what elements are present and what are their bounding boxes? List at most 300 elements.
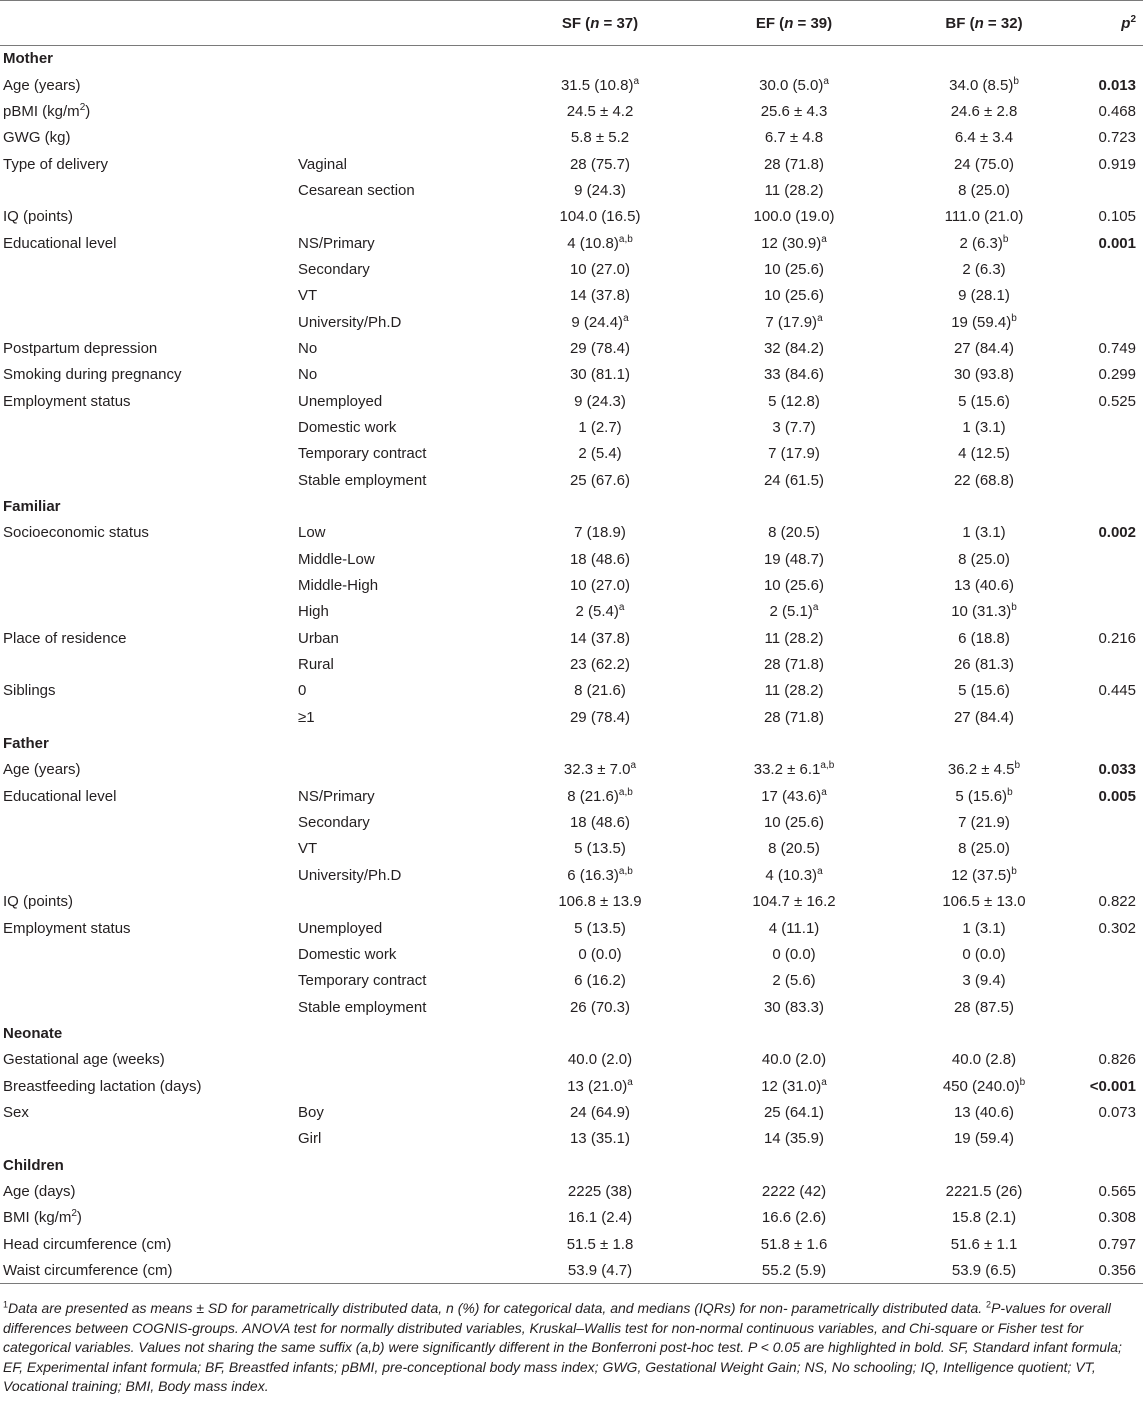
value-ef: 32 (84.2)	[763, 339, 825, 357]
value-sf: 26 (70.3)	[569, 998, 631, 1016]
category-level: VT	[298, 287, 318, 305]
table-row	[0, 309, 1143, 335]
category-level: Domestic work	[298, 945, 397, 963]
category-level: University/Ph.D	[298, 866, 402, 884]
p-value: 0.002	[1098, 524, 1136, 542]
value-bf: 0 (0.0)	[962, 945, 1006, 963]
table-row	[0, 98, 1143, 124]
category-level: Unemployed	[298, 919, 383, 937]
value-sf: 53.9 (4.7)	[501, 1257, 699, 1283]
category-level	[293, 98, 501, 124]
variable-label: IQ (points)	[3, 893, 74, 911]
p-value	[1079, 467, 1143, 493]
value-ef: 11 (28.2)	[764, 181, 824, 199]
category-level: Secondary	[298, 260, 370, 278]
variable-label	[0, 414, 293, 440]
table-footnote: $^1$Data are presented as means ± SD for parametrically distributed data, n (%) for categorical data, and medians (IQRs) for non- parametrically distributed data. $^2$P-values for overall differences between COGNIS-groups. ANOVA test for normally distributed variables, Kruskal–Wallis test for non-normal continuous variables, and Chi-square or Fisher test for categorical variables. Values not sharing the same suffix (a,b) were significantly different in the Bonferroni post-hoc test. P < 0.05 are highlighted in bold. SF, Standard infant formula; EF, Experimental infant formula; BF, Breastfed infants; pBMI, pre-conceptional body mass index; GWG, Gestational Weight Gain; NS, No schooling; IQ, Intelligence quotient; VT, Vocational training; BMI, Body mass index.	[3, 1299, 1122, 1394]
category-level	[293, 1047, 501, 1073]
table-row	[0, 151, 1143, 177]
variable-label: Age (years)	[3, 76, 81, 94]
value-sf: 10 (27.0)	[569, 577, 631, 595]
variable-label	[0, 704, 293, 730]
p-value	[1079, 414, 1143, 440]
value-sf: 24 (64.9)	[569, 1103, 631, 1121]
value-sf: 14 (37.8)	[569, 287, 631, 305]
value-ef: 10 (25.6)	[763, 260, 825, 278]
category-level: ≥1	[298, 708, 315, 726]
section-heading: Familiar	[3, 498, 61, 516]
p-value: 0.468	[1098, 102, 1136, 120]
value-sf: 29 (78.4)	[569, 339, 631, 357]
value-sf: 4 $(10.8)^{a,b}$	[567, 233, 633, 252]
value-sf: 13 $(21.0)^a$	[567, 1076, 633, 1095]
value-bf: 13 (40.6)	[953, 577, 1015, 595]
table-row	[0, 1257, 1143, 1283]
value-bf: 27 (84.4)	[953, 339, 1015, 357]
variable-label: IQ (points)	[3, 208, 74, 226]
p-value	[1079, 862, 1143, 888]
table-row	[0, 414, 1143, 440]
table-row	[0, 889, 1143, 915]
variable-label: Age (days)	[3, 1182, 76, 1200]
value-ef: 19 (48.7)	[763, 550, 825, 568]
table-row	[0, 125, 1143, 151]
variable-label: Waist circumference (cm)	[0, 1257, 293, 1283]
header-ef: EF (n = 39)	[699, 1, 889, 46]
category-level: University/Ph.D	[298, 313, 402, 331]
value-sf: 31.5 $(10.8)^a$	[560, 75, 640, 94]
p-value: 0.723	[1098, 129, 1136, 147]
p-value	[1079, 546, 1143, 572]
category-level: Stable employment	[298, 471, 427, 489]
value-ef: 25 (64.1)	[763, 1103, 825, 1121]
value-sf: 2 (5.4)	[578, 445, 622, 463]
table-row	[0, 441, 1143, 467]
value-ef: 10 (25.6)	[763, 287, 825, 305]
table-row	[0, 915, 1143, 941]
value-bf: 6 (18.8)	[958, 629, 1010, 647]
category-level: Rural	[298, 656, 334, 674]
p-value: 0.308	[1098, 1209, 1136, 1227]
value-sf: 29 (78.4)	[569, 708, 631, 726]
table-row	[0, 1099, 1143, 1125]
section-heading: Neonate	[3, 1024, 63, 1042]
table-row	[0, 572, 1143, 598]
variable-label: Postpartum depression	[3, 339, 158, 357]
variable-label: Age (years)	[3, 761, 81, 779]
category-level: Temporary contract	[298, 972, 427, 990]
value-ef: 40.0 (2.0)	[761, 1051, 827, 1069]
value-bf: 2 $(6.3)^b$	[959, 233, 1009, 252]
category-level	[293, 204, 501, 230]
value-bf: 28 (87.5)	[953, 998, 1015, 1016]
variable-label	[0, 441, 293, 467]
header-p-value: $p^2$	[1079, 1, 1143, 46]
value-ef: 30.0 $(5.0)^a$	[759, 75, 829, 94]
value-bf: 1 (3.1)	[962, 919, 1006, 937]
value-bf: 7 (21.9)	[958, 814, 1010, 832]
table-row	[0, 256, 1143, 282]
value-ef: 4 $(10.3)^a$	[765, 865, 823, 884]
table-row	[0, 230, 1143, 256]
category-level: Middle-High	[298, 577, 379, 595]
category-level: NS/Primary	[298, 234, 375, 252]
header-row	[0, 1, 1143, 46]
section-row	[0, 730, 1143, 756]
p-value: 0.302	[1098, 919, 1136, 937]
value-bf: 13 (40.6)	[953, 1103, 1015, 1121]
table-row	[0, 862, 1143, 888]
p-value: 0.001	[1098, 234, 1136, 252]
header-sf: SF (n = 37)	[501, 1, 699, 46]
category-level: Unemployed	[298, 392, 383, 410]
value-bf: 19 $(59.4)^b$	[951, 312, 1017, 331]
value-sf: 14 (37.8)	[569, 629, 631, 647]
table-row	[0, 651, 1143, 677]
table-row	[0, 1126, 1143, 1152]
value-sf: 6 $(16.3)^{a,b}$	[567, 865, 633, 884]
value-sf: 24.5 ± 4.2	[566, 102, 634, 120]
variable-label: Siblings	[3, 682, 56, 700]
value-bf: 8 (25.0)	[958, 550, 1010, 568]
value-bf: 36.2 ± 4.5$^b$	[947, 760, 1021, 779]
variable-label	[0, 572, 293, 598]
category-level	[293, 72, 501, 98]
table-row	[0, 783, 1143, 809]
table-header	[0, 1, 1143, 46]
table-row	[0, 546, 1143, 572]
variable-label: Smoking during pregnancy	[3, 366, 182, 384]
category-level: 0	[298, 682, 307, 700]
p-value: 0.356	[1079, 1257, 1143, 1283]
category-level	[293, 1178, 501, 1204]
category-level	[293, 1073, 501, 1099]
variable-label	[0, 836, 293, 862]
value-sf: 32.3 ± 7.0$^a$	[563, 760, 637, 779]
p-value: 0.005	[1098, 787, 1136, 805]
value-sf: 9 (24.3)	[574, 181, 626, 199]
value-sf: 51.5 ± 1.8	[566, 1235, 634, 1253]
variable-label: Educational level	[3, 234, 117, 252]
table-row	[0, 625, 1143, 651]
header-bf: BF (n = 32)	[889, 1, 1079, 46]
value-bf: 4 (12.5)	[958, 445, 1010, 463]
value-bf: 10 $(31.3)^b$	[951, 602, 1017, 621]
value-sf: 9 $(24.4)^a$	[571, 312, 629, 331]
p-value	[1079, 309, 1143, 335]
category-level: VT	[298, 840, 318, 858]
value-ef: 12 $(30.9)^a$	[761, 233, 827, 252]
variable-label: Type of delivery	[3, 155, 109, 173]
value-bf: 19 (59.4)	[953, 1130, 1015, 1148]
value-bf: 5 $(15.6)^b$	[955, 786, 1013, 805]
value-sf: 28 (75.7)	[569, 155, 631, 173]
p-value: 0.826	[1098, 1051, 1136, 1069]
value-ef: 11 (28.2)	[764, 629, 824, 647]
table-row	[0, 994, 1143, 1020]
value-bf: 106.5 ± 13.0	[942, 893, 1026, 911]
value-bf: 8 (25.0)	[958, 840, 1010, 858]
value-sf: 13 (35.1)	[569, 1130, 631, 1148]
value-bf: 53.9 (6.5)	[889, 1257, 1079, 1283]
value-ef: $33.2 \pm 6.1^{a,b}$	[753, 760, 835, 779]
value-ef: 3 (7.7)	[772, 418, 816, 436]
value-sf: 5.8 ± 5.2	[570, 129, 630, 147]
p-value: 0.749	[1098, 339, 1136, 357]
category-level: No	[298, 339, 318, 357]
category-level	[293, 1231, 501, 1257]
p-value	[1079, 256, 1143, 282]
category-level: NS/Primary	[298, 787, 375, 805]
category-level	[293, 889, 501, 915]
table-body	[0, 46, 1143, 1284]
table-row	[0, 204, 1143, 230]
value-sf: 0 (0.0)	[578, 945, 622, 963]
p-value	[1079, 177, 1143, 203]
p-value	[1079, 994, 1143, 1020]
variable-label	[0, 941, 293, 967]
value-bf: 8 (25.0)	[958, 181, 1010, 199]
value-sf: 2225 (38)	[567, 1182, 633, 1200]
value-ef: 6.7 ± 4.8	[764, 129, 824, 147]
value-ef: 55.2 (5.9)	[699, 1257, 889, 1283]
value-bf: 30 (93.8)	[953, 366, 1015, 384]
p-value: 0.216	[1098, 629, 1136, 647]
value-ef: 104.7 ± 16.2	[752, 893, 836, 911]
value-ef: 33 (84.6)	[763, 366, 825, 384]
p-value: 0.445	[1098, 682, 1136, 700]
category-level: Secondary	[298, 814, 370, 832]
table-row	[0, 1178, 1143, 1204]
value-ef: 14 (35.9)	[763, 1130, 825, 1148]
value-bf: 15.8 (2.1)	[951, 1209, 1017, 1227]
value-ef: 0 (0.0)	[772, 945, 816, 963]
p-value	[1079, 441, 1143, 467]
value-ef: 7 (17.9)	[768, 445, 820, 463]
p-value	[1079, 941, 1143, 967]
category-level: Middle-Low	[298, 550, 375, 568]
value-bf: 22 (68.8)	[953, 471, 1015, 489]
category-level: Girl	[298, 1130, 322, 1148]
category-level	[293, 125, 501, 151]
p-value	[1079, 283, 1143, 309]
variable-label	[0, 599, 293, 625]
variable-label	[0, 968, 293, 994]
p-value: 0.299	[1098, 366, 1136, 384]
value-bf: 9 (28.1)	[958, 287, 1010, 305]
value-ef: 28 (71.8)	[763, 656, 825, 674]
value-sf: 106.8 ± 13.9	[558, 893, 642, 911]
value-ef: 17 $(43.6)^a$	[761, 786, 827, 805]
category-level: Cesarean section	[298, 181, 415, 199]
value-ef: 2222 (42)	[761, 1182, 827, 1200]
variable-label: Breastfeeding lactation (days)	[3, 1077, 202, 1095]
value-bf: 450 $(240.0)^b$	[942, 1076, 1026, 1095]
p-value	[1079, 836, 1143, 862]
p-value: <0.001	[1089, 1077, 1136, 1095]
value-sf: 8 $(21.6)^{a,b}$	[567, 786, 633, 805]
variable-label	[0, 809, 293, 835]
value-sf: 104.0 (16.5)	[559, 208, 641, 226]
table-row	[0, 1073, 1143, 1099]
section-heading: Children	[3, 1156, 64, 1174]
variable-label: Employment status	[3, 392, 131, 410]
p-value	[1079, 809, 1143, 835]
variable-label	[0, 467, 293, 493]
p-value	[1079, 704, 1143, 730]
table-row	[0, 1047, 1143, 1073]
variable-label: Gestational age (weeks)	[3, 1051, 165, 1069]
category-level: Temporary contract	[298, 445, 427, 463]
table-row	[0, 836, 1143, 862]
table-row	[0, 520, 1143, 546]
value-ef: 28 (71.8)	[763, 708, 825, 726]
p-value: 0.105	[1098, 208, 1136, 226]
variable-label	[0, 283, 293, 309]
variable-label: Employment status	[3, 919, 131, 937]
value-sf: 18 (48.6)	[569, 814, 631, 832]
variable-label	[0, 546, 293, 572]
value-sf: 23 (62.2)	[569, 656, 631, 674]
section-row	[0, 493, 1143, 519]
category-level	[293, 1257, 501, 1283]
table-row	[0, 177, 1143, 203]
p-value: 0.919	[1098, 155, 1136, 173]
value-bf: 40.0 (2.8)	[951, 1051, 1017, 1069]
category-level: Low	[298, 524, 326, 542]
value-ef: 16.6 (2.6)	[761, 1209, 827, 1227]
table-row	[0, 757, 1143, 783]
p-value: 0.797	[1098, 1235, 1136, 1253]
p-value: 0.525	[1098, 392, 1136, 410]
value-bf: 5 (15.6)	[958, 392, 1010, 410]
section-row	[0, 1152, 1143, 1178]
variable-label: pBMI $(kg/m^2)$	[3, 101, 91, 120]
value-sf: 2 $(5.4)^a$	[575, 602, 625, 621]
category-level	[293, 757, 501, 783]
value-bf: 24.6 ± 2.8	[950, 102, 1018, 120]
value-bf: 12 $(37.5)^b$	[951, 865, 1017, 884]
value-ef: 51.8 ± 1.6	[760, 1235, 828, 1253]
section-heading: Father	[3, 735, 49, 753]
variable-label	[0, 256, 293, 282]
variable-label: BMI $(kg/m^2)$	[3, 1208, 82, 1227]
p-value	[1079, 1126, 1143, 1152]
value-sf: 5 (13.5)	[574, 840, 626, 858]
variable-label	[0, 994, 293, 1020]
p-value: 0.822	[1098, 893, 1136, 911]
value-sf: 5 (13.5)	[574, 919, 626, 937]
variable-label: GWG (kg)	[3, 129, 71, 147]
value-sf: 9 (24.3)	[574, 392, 626, 410]
value-sf: 40.0 (2.0)	[567, 1051, 633, 1069]
value-bf: 5 (15.6)	[958, 682, 1010, 700]
value-ef: 30 (83.3)	[763, 998, 825, 1016]
variable-label: Socioeconomic status	[3, 524, 149, 542]
value-sf: 6 (16.2)	[574, 972, 626, 990]
variable-label: Sex	[3, 1103, 29, 1121]
p-value	[1079, 572, 1143, 598]
category-level: Urban	[298, 629, 339, 647]
section-row	[0, 1020, 1143, 1046]
category-level: Boy	[298, 1103, 324, 1121]
table-row	[0, 335, 1143, 361]
variable-label: Head circumference (cm)	[3, 1235, 172, 1253]
value-bf: 27 (84.4)	[953, 708, 1015, 726]
p-value: 0.073	[1098, 1103, 1136, 1121]
p-value: 0.565	[1098, 1182, 1136, 1200]
p-value: 0.013	[1098, 76, 1136, 94]
value-sf: 1 (2.7)	[578, 418, 622, 436]
table-row	[0, 1231, 1143, 1257]
value-ef: 2 $(5.1)^a$	[769, 602, 819, 621]
value-ef: 12 $(31.0)^a$	[761, 1076, 827, 1095]
section-heading: Mother	[3, 50, 53, 68]
header-variable	[0, 1, 293, 46]
table-row	[0, 599, 1143, 625]
variable-label: Educational level	[3, 787, 117, 805]
section-row	[0, 46, 1143, 72]
value-ef: 8 (20.5)	[768, 524, 820, 542]
header-level	[293, 1, 501, 46]
value-ef: 4 (11.1)	[768, 919, 820, 937]
variable-label	[0, 309, 293, 335]
table-row	[0, 72, 1143, 98]
category-level: No	[298, 366, 318, 384]
value-bf: 111.0 (21.0)	[944, 208, 1024, 226]
value-bf: 26 (81.3)	[953, 656, 1015, 674]
table-row	[0, 1205, 1143, 1231]
value-bf: 1 (3.1)	[962, 524, 1006, 542]
variable-label: Place of residence	[3, 629, 127, 647]
category-level: Stable employment	[298, 998, 427, 1016]
category-level: High	[298, 603, 329, 621]
value-ef: 8 (20.5)	[768, 840, 820, 858]
value-bf: 1 (3.1)	[962, 418, 1006, 436]
variable-label	[0, 1126, 293, 1152]
table-row	[0, 283, 1143, 309]
value-ef: 100.0 (19.0)	[753, 208, 835, 226]
table-row	[0, 678, 1143, 704]
table-row	[0, 362, 1143, 388]
value-ef: 7 $(17.9)^a$	[765, 312, 823, 331]
value-bf: 24 (75.0)	[953, 155, 1015, 173]
table-row	[0, 809, 1143, 835]
value-ef: 5 (12.8)	[768, 392, 820, 410]
p-value	[1079, 599, 1143, 625]
value-bf: 51.6 ± 1.1	[950, 1235, 1018, 1253]
value-sf: 18 (48.6)	[569, 550, 631, 568]
value-ef: 10 (25.6)	[763, 577, 825, 595]
value-ef: 24 (61.5)	[763, 471, 825, 489]
category-level: Vaginal	[298, 155, 347, 173]
p-value	[1079, 651, 1143, 677]
category-level	[293, 1205, 501, 1231]
value-ef: 2 (5.6)	[772, 972, 816, 990]
p-value	[1079, 968, 1143, 994]
value-sf: 25 (67.6)	[569, 471, 631, 489]
value-bf: 3 (9.4)	[962, 972, 1006, 990]
table-row	[0, 704, 1143, 730]
value-bf: 2 (6.3)	[962, 260, 1006, 278]
table-row	[0, 467, 1143, 493]
variable-label	[0, 651, 293, 677]
value-sf: 7 (18.9)	[574, 524, 626, 542]
value-ef: 28 (71.8)	[763, 155, 825, 173]
table-row	[0, 968, 1143, 994]
value-sf: 16.1 (2.4)	[567, 1209, 633, 1227]
value-bf: 34.0 $(8.5)^b$	[949, 75, 1019, 94]
